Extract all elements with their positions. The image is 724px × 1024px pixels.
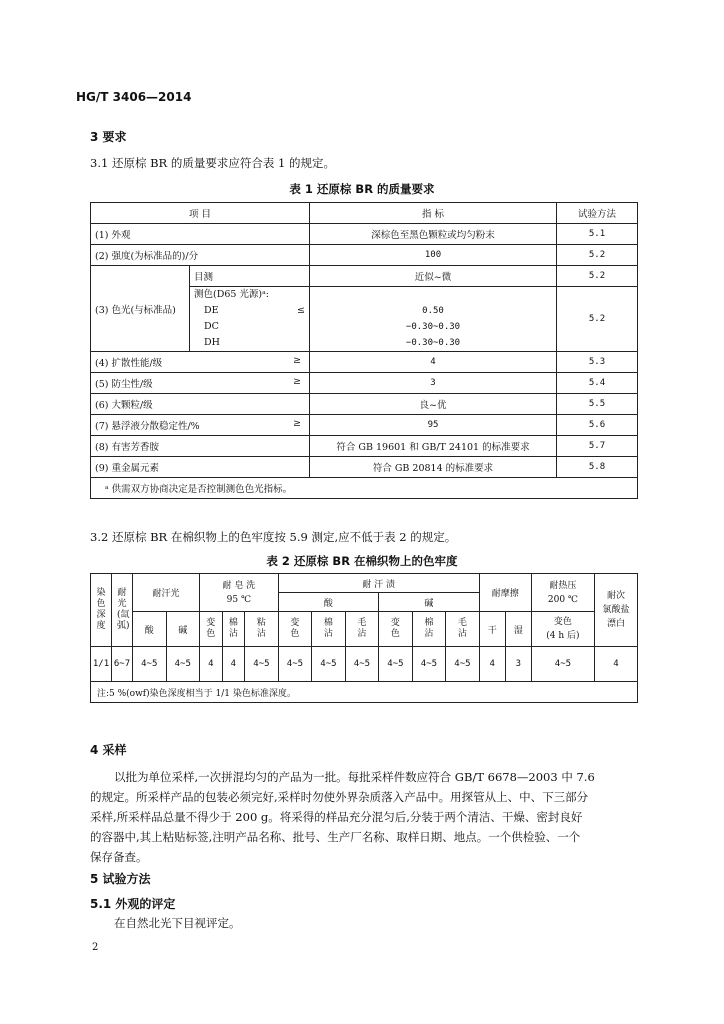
t2-head-sweatlight: 耐汗光 xyxy=(133,574,200,612)
t1-head-spec: 指 标 xyxy=(310,203,557,224)
table-2-title: 表 2 还原棕 BR 在棉织物上的色牢度 xyxy=(266,554,458,568)
table-2 xyxy=(90,573,638,703)
t2-head-light-text: 耐光(氙弧) xyxy=(117,588,130,631)
section-3-title: 3 要求 xyxy=(90,130,127,144)
t1-r1-spec: 深棕色至黑色颗粒或均匀粉末 xyxy=(310,224,557,245)
t2-head-soap-temp: 95 ℃ xyxy=(226,594,252,605)
t2-sub-alk-change-text: 变色 xyxy=(390,618,400,639)
sec4-line-2: 的规定。所采样产品的包装必须完好,采样时勿使外界杂质落入产品中。用探管从上、中、下三部分 xyxy=(90,790,589,804)
sec4-line-1: 以批为单位采样,一次拼混均匀的产品为一批。每批采样件数应符合 GB/T 6678—2003 中 7.6 xyxy=(114,770,595,784)
t2-head-alkali: 碱 xyxy=(379,593,480,612)
t2-val-soap-change: 4 xyxy=(200,647,223,682)
t2-sub-acid-cotton-text: 棉沾 xyxy=(323,618,333,639)
t2-head-chlorine-a: 耐次 xyxy=(606,591,625,601)
t1-r3-sub2-spec xyxy=(310,287,557,352)
section-5-title: 5 试验方法 xyxy=(90,872,151,886)
t2-val-rub-dry: 4 xyxy=(479,647,505,682)
t2-head-depth-text: 染色深度 xyxy=(96,588,106,631)
t2-sub-soap-stain xyxy=(245,612,279,647)
t2-head-perspiration: 耐 汗 渍 xyxy=(278,574,479,593)
t2-head-rub: 耐摩擦 xyxy=(479,574,531,612)
t2-val-alk-change: 4~5 xyxy=(379,647,413,682)
t2-sub-soap-stain-text: 粘沾 xyxy=(256,618,266,639)
t1-r2-method: 5.2 xyxy=(557,245,638,266)
t1-r7-method: 5.6 xyxy=(557,415,638,436)
t2-head-hotpress-text: 耐热压 xyxy=(549,580,577,591)
t1-r9-item: (9) 重金属元素 xyxy=(91,457,310,478)
t2-sub-hp xyxy=(531,612,594,647)
standard-number: HG/T 3406—2014 xyxy=(76,90,192,104)
t1-de-label xyxy=(194,303,305,319)
t2-sub-rub-dry: 干 xyxy=(479,612,505,647)
t2-sub-sl-acid: 酸 xyxy=(133,612,167,647)
t2-val-sl-alkali: 4~5 xyxy=(166,647,200,682)
t2-sub-acid-wool xyxy=(345,612,379,647)
t2-val-depth: 1/1 xyxy=(91,647,112,682)
t1-r4-op: ≥ xyxy=(293,355,301,366)
t1-r7-spec: 95 xyxy=(310,415,557,436)
t1-r3-sub1-spec: 近似~微 xyxy=(310,266,557,287)
t1-dc-value: −0.30~0.30 xyxy=(405,322,461,332)
sec4-line-4: 的容器中,其上粘贴标签,注明产品名称、批号、生产厂名称、取样日期、地点。一个供检验、一个 xyxy=(90,830,581,844)
t2-sub-alk-change xyxy=(379,612,413,647)
t2-head-chlorine-b: 氯酸盐 xyxy=(602,605,630,615)
t2-val-acid-change: 4~5 xyxy=(278,647,312,682)
t1-r4-label: (4) 扩散性能/级 xyxy=(95,358,163,369)
t2-sub-acid-change-text: 变色 xyxy=(290,618,300,639)
t2-sub-soap-change xyxy=(200,612,223,647)
clause-3-1: 3.1 还原棕 BR 的质量要求应符合表 1 的规定。 xyxy=(90,156,335,170)
t1-r6-spec: 良~优 xyxy=(310,394,557,415)
t2-head-soap xyxy=(200,574,279,612)
t2-sub-acid-wool-text: 毛沾 xyxy=(357,618,367,639)
t1-r5-label: (5) 防尘性/级 xyxy=(95,379,153,390)
t2-val-hotpress: 4~5 xyxy=(531,647,594,682)
t2-val-acid-cotton: 4~5 xyxy=(312,647,346,682)
t1-r3-item: (3) 色光(与标准品) xyxy=(91,266,190,352)
t1-measure-label: 测色(D65 光源)ᵃ: xyxy=(194,289,270,300)
t2-sub-acid-cotton xyxy=(312,612,346,647)
t2-head-chlorine-c: 漂白 xyxy=(606,619,625,629)
t2-sub-alk-wool-text: 毛沾 xyxy=(457,618,467,639)
t1-head-item: 项 目 xyxy=(91,203,310,224)
clause-5-1-title: 5.1 外观的评定 xyxy=(90,897,176,911)
t2-sub-soap-change-text: 变色 xyxy=(206,618,216,639)
t2-head-depth xyxy=(91,574,112,647)
t1-r2-spec: 100 xyxy=(310,245,557,266)
sec4-line-3: 采样,所采样品总量不得少于 200 g。将采得的样品充分混匀后,分装于两个清洁、干燥、密封良好 xyxy=(90,810,583,824)
t2-sub-soap-cotton-text: 棉沾 xyxy=(228,618,238,639)
t1-r7-label: (7) 悬浮液分散稳定性/% xyxy=(95,421,200,432)
t1-dc-label: DC xyxy=(204,321,219,332)
t1-r7-op: ≥ xyxy=(293,418,301,429)
t2-val-soap-stain: 4~5 xyxy=(245,647,279,682)
t1-r9-method: 5.8 xyxy=(557,457,638,478)
t1-r5-item xyxy=(91,373,310,394)
t2-sub-alk-cotton xyxy=(412,612,446,647)
page-number: 2 xyxy=(92,942,99,953)
t1-r3-sub2 xyxy=(190,287,310,352)
t1-r9-spec: 符合 GB 20814 的标准要求 xyxy=(310,457,557,478)
t1-r4-item xyxy=(91,352,310,373)
t1-head-method: 试验方法 xyxy=(557,203,638,224)
t1-r7-item xyxy=(91,415,310,436)
t1-r5-op: ≥ xyxy=(293,376,301,387)
t2-head-acid: 酸 xyxy=(278,593,379,612)
t1-r5-spec: 3 xyxy=(310,373,557,394)
t2-sub-soap-cotton xyxy=(222,612,245,647)
t1-r4-method: 5.3 xyxy=(557,352,638,373)
t1-r8-method: 5.7 xyxy=(557,436,638,457)
t1-dh-label: DH xyxy=(204,337,220,348)
t2-sub-alk-wool xyxy=(446,612,480,647)
t2-val-rub-wet: 3 xyxy=(505,647,531,682)
t1-r8-item: (8) 有害芳香胺 xyxy=(91,436,310,457)
t1-r2-item: (2) 强度(为标准品的)/分 xyxy=(91,245,310,266)
t2-val-acid-wool: 4~5 xyxy=(345,647,379,682)
table-1 xyxy=(90,202,638,499)
t1-dh-value: −0.30~0.30 xyxy=(405,338,461,348)
t2-head-hotpress-temp: 200 ℃ xyxy=(547,594,578,605)
section-4-title: 4 采样 xyxy=(90,743,127,757)
t2-head-hotpress xyxy=(531,574,594,612)
t1-r1-item: (1) 外观 xyxy=(91,224,310,245)
clause-3-2: 3.2 还原棕 BR 在棉织物上的色牢度按 5.9 测定,应不低于表 2 的规定。 xyxy=(90,530,457,544)
t1-r5-method: 5.4 xyxy=(557,373,638,394)
t1-r3-sub1: 目测 xyxy=(190,266,310,287)
t2-val-sl-acid: 4~5 xyxy=(133,647,167,682)
t2-head-chlorine xyxy=(595,574,638,647)
t1-de-value: 0.50 xyxy=(422,306,444,316)
t1-r3-sub2-method: 5.2 xyxy=(557,287,638,352)
t1-r1-method: 5.1 xyxy=(557,224,638,245)
t2-val-light: 6~7 xyxy=(112,647,133,682)
t2-sub-hp-change: 变色 xyxy=(553,617,572,627)
t2-sub-hp-time: (4 h 后) xyxy=(546,631,580,641)
t2-sub-acid-change xyxy=(278,612,312,647)
t2-sub-sl-alkali: 碱 xyxy=(166,612,200,647)
t1-r8-spec: 符合 GB 19601 和 GB/T 24101 的标准要求 xyxy=(310,436,557,457)
clause-5-1-text: 在自然北光下目视评定。 xyxy=(114,916,241,930)
t2-sub-alk-cotton-text: 棉沾 xyxy=(424,618,434,639)
t1-de-op: ≤ xyxy=(297,305,305,316)
t1-r3-sub1-method: 5.2 xyxy=(557,266,638,287)
t1-footnote: ᵃ 供需双方协商决定是否控制测色色光指标。 xyxy=(91,478,638,499)
t1-de-text: DE xyxy=(204,305,219,316)
t1-r4-spec: 4 xyxy=(310,352,557,373)
t2-val-chlorine: 4 xyxy=(595,647,638,682)
t2-head-soap-text: 耐 皂 洗 xyxy=(222,580,256,591)
t2-head-light xyxy=(112,574,133,647)
table-1-title: 表 1 还原棕 BR 的质量要求 xyxy=(289,182,435,196)
t1-r6-method: 5.5 xyxy=(557,394,638,415)
t2-val-alk-cotton: 4~5 xyxy=(412,647,446,682)
t2-val-soap-cotton: 4 xyxy=(222,647,245,682)
sec4-line-5: 保存备查。 xyxy=(90,850,148,864)
t2-val-alk-wool: 4~5 xyxy=(446,647,480,682)
t2-sub-rub-wet: 湿 xyxy=(505,612,531,647)
t2-note: 注:5 %(owf)染色深度相当于 1/1 染色标准深度。 xyxy=(91,682,638,703)
t1-r6-item: (6) 大颗粒/级 xyxy=(91,394,310,415)
